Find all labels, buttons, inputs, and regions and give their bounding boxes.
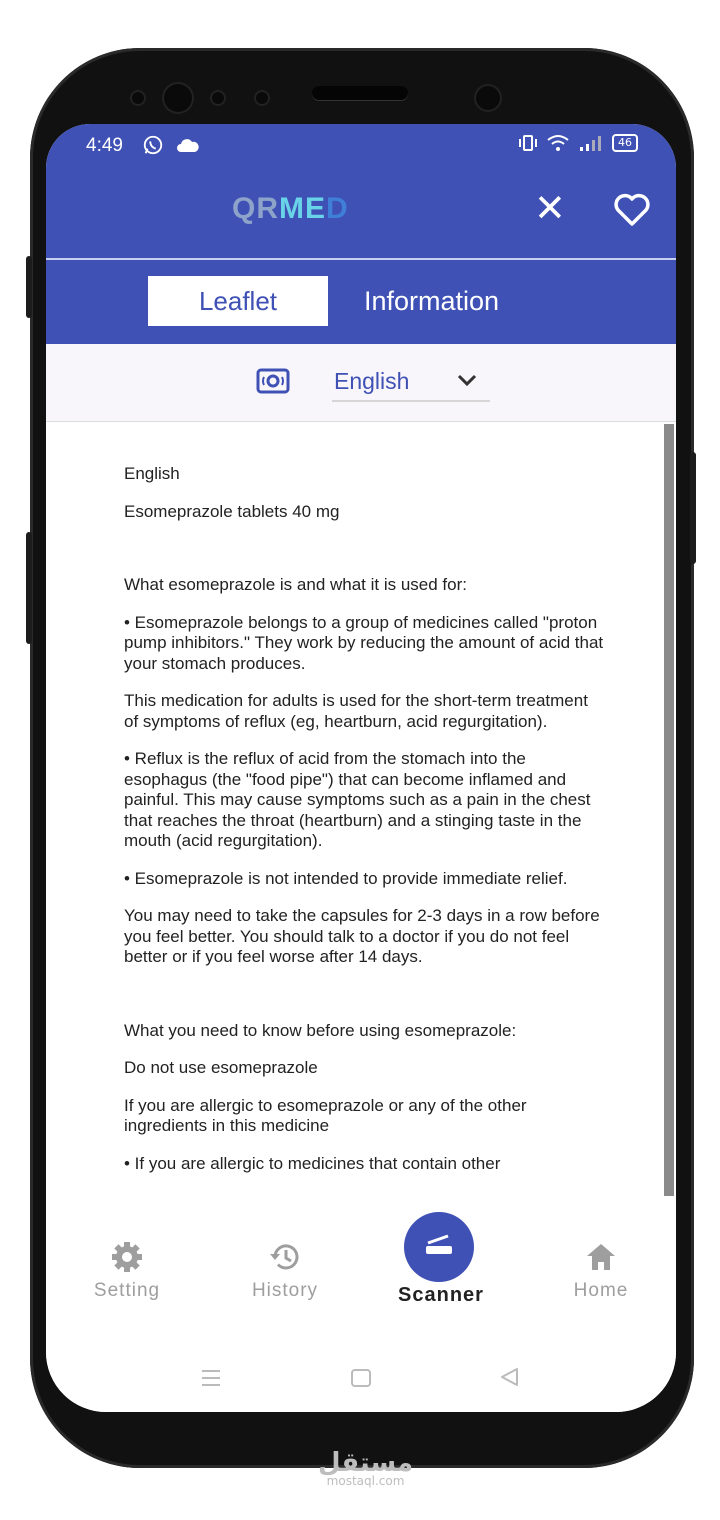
language-bar <box>46 344 676 422</box>
app-screen <box>46 124 676 1412</box>
nav-setting-label: Setting <box>93 1280 161 1301</box>
tab-bar <box>46 260 676 344</box>
scanner-icon <box>404 1212 474 1282</box>
leaflet-paragraph: • Esomeprazole belongs to a group of medicines called "proton pump inhibitors." They work by reducing the amount of acid that your stomach produces. <box>124 612 604 673</box>
leaflet-paragraph: What you need to know before using esomeprazole: <box>124 1020 517 1040</box>
nav-home-label: Home <box>573 1280 629 1301</box>
leaflet-paragraph: Esomeprazole tablets 40 mg <box>124 501 340 521</box>
content-scrollbar[interactable] <box>664 424 674 1196</box>
tab-information[interactable]: Information <box>364 286 500 316</box>
sensor-dot <box>132 92 144 104</box>
front-camera <box>164 84 192 112</box>
sensor-dot <box>256 92 268 104</box>
leaflet-paragraph: If you are allergic to esomeprazole or any of the other ingredients in this medicine <box>124 1095 527 1135</box>
earpiece-speaker <box>312 86 408 100</box>
side-button <box>26 532 32 644</box>
home-icon <box>584 1240 618 1274</box>
leaflet-paragraph: • If you are allergic to medicines that contain other <box>124 1153 501 1173</box>
mostaql-watermark <box>318 1448 413 1488</box>
system-navigation <box>46 1326 676 1412</box>
language-value: English <box>334 368 410 394</box>
leaflet-paragraph: What esomeprazole is and what it is used for: <box>124 575 467 594</box>
leaflet-text <box>124 464 604 1191</box>
read-aloud-icon[interactable] <box>256 368 290 394</box>
watermark-domain: mostaql.com <box>326 1474 405 1488</box>
cloud-icon <box>176 136 200 154</box>
bottom-navigation <box>46 1226 676 1326</box>
power-button <box>690 452 696 564</box>
system-icons <box>518 134 638 152</box>
home-system-icon[interactable] <box>350 1368 372 1388</box>
qrmed-logo: QRMED <box>232 192 349 225</box>
nav-home[interactable] <box>536 1240 666 1302</box>
status-time: 4:49 <box>86 135 123 156</box>
leaflet-paragraph: Do not use esomeprazole <box>124 1058 318 1077</box>
nav-history[interactable] <box>220 1240 350 1302</box>
tab-leaflet[interactable]: Leaflet <box>148 276 328 326</box>
volume-button <box>26 256 32 318</box>
wifi-icon <box>546 134 570 152</box>
leaflet-paragraph: You may need to take the capsules for 2-3 days in a row before you feel better. You should talk to a doctor if you do not feel better or if you feel worse after 14 days. <box>124 906 600 966</box>
back-icon[interactable] <box>498 1366 520 1388</box>
chevron-down-icon <box>456 372 478 388</box>
language-dropdown[interactable] <box>332 362 490 402</box>
recent-apps-icon[interactable] <box>200 1368 222 1388</box>
whatsapp-icon <box>142 134 164 156</box>
leaflet-paragraph: • Reflux is the reflux of acid from the stomach into the esophagus (the "food pipe") that can become inflamed and painful. This may cause symptoms such as a pain in the chest that reaches the throat (heartburn) and a stinging taste in the mouth (acid regurgitation). <box>124 749 591 850</box>
nav-scanner-label[interactable]: Scanner <box>398 1284 484 1306</box>
history-icon <box>268 1240 302 1274</box>
leaflet-paragraph: This medication for adults is used for the short-term treatment of symptoms of reflux (eg, heartburn, acid regurgitation). <box>124 691 588 731</box>
nav-history-label: History <box>251 1280 319 1301</box>
heart-icon[interactable] <box>612 190 652 230</box>
app-header <box>46 166 676 258</box>
close-icon[interactable]: ✕ <box>534 186 566 230</box>
signal-icon <box>578 134 604 152</box>
gear-icon <box>110 1240 144 1274</box>
leaflet-content[interactable] <box>46 422 676 1226</box>
nav-setting[interactable] <box>62 1240 192 1302</box>
leaflet-paragraph: • Esomeprazole is not intended to provide immediate relief. <box>124 868 568 888</box>
sensor-dot <box>212 92 224 104</box>
vibrate-icon <box>518 134 538 152</box>
status-bar <box>46 124 676 166</box>
scanner-button[interactable] <box>404 1212 474 1282</box>
iris-scanner <box>476 86 500 110</box>
notification-icons <box>142 134 200 156</box>
watermark-arabic: مستقل <box>318 1448 414 1478</box>
battery-icon: 46 <box>612 134 638 152</box>
leaflet-paragraph: English <box>124 464 180 483</box>
